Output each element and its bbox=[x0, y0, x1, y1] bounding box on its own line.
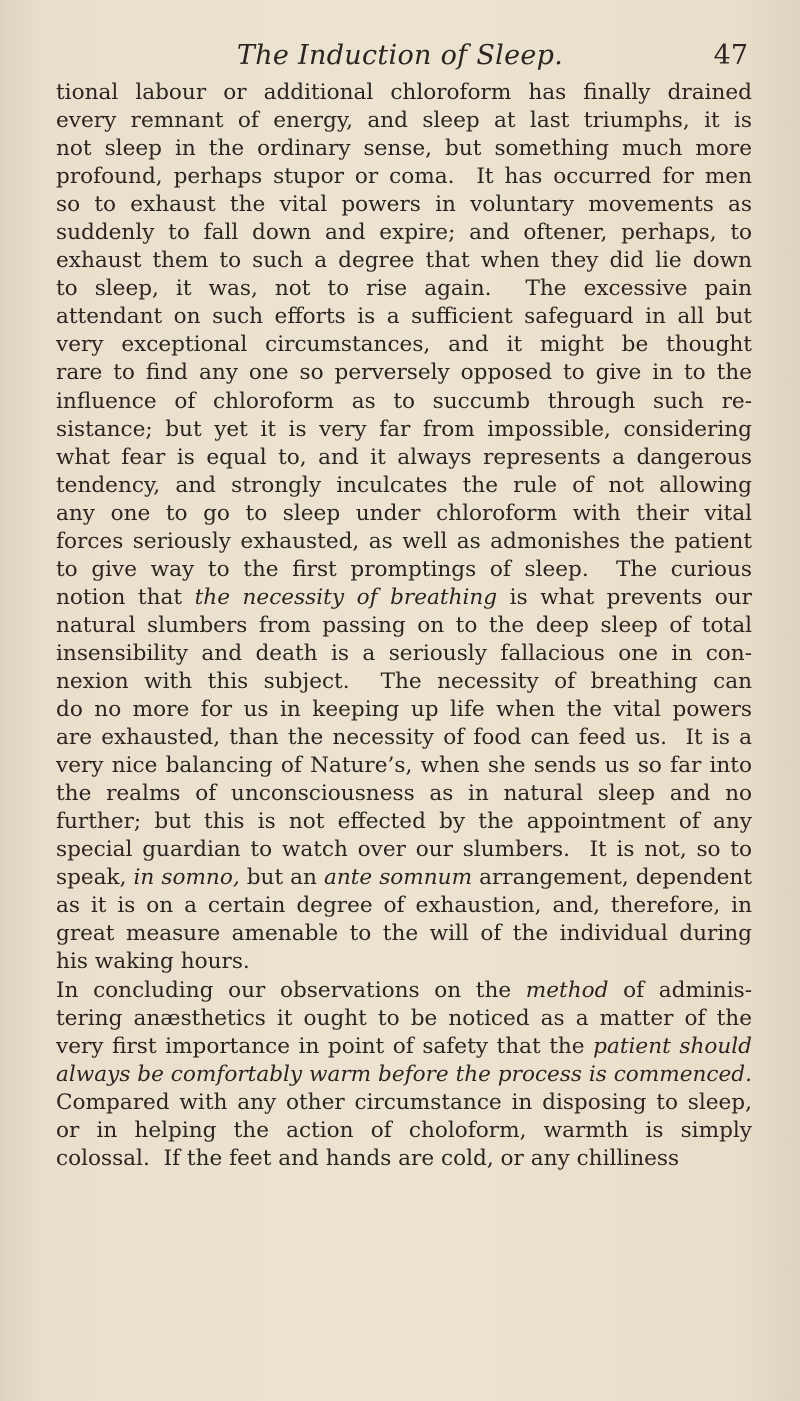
body-text bbox=[56, 79, 752, 1173]
text-line bbox=[56, 920, 752, 948]
text-line bbox=[56, 780, 752, 808]
text-segment: natural slumbers from passing on to the deep sleep of total bbox=[56, 612, 752, 638]
text-segment: special guardian to watch over our slumbers. It is not, so to bbox=[56, 837, 752, 863]
italic-text: patient should bbox=[593, 1033, 752, 1059]
text-line bbox=[56, 1061, 752, 1089]
text-line bbox=[56, 948, 752, 976]
text-segment: attendant on such efforts is a sufficient safeguard in all but bbox=[56, 304, 752, 330]
text-line bbox=[56, 359, 752, 387]
text-line bbox=[56, 191, 752, 219]
text-segment: very exceptional circumstances, and it might be thought bbox=[56, 332, 752, 358]
text-segment: nexion with this subject. The necessity of breathing can bbox=[56, 668, 752, 694]
text-segment: suddenly to fall down and expire; and oftener, perhaps, to bbox=[56, 220, 752, 246]
text-line bbox=[56, 528, 752, 556]
text-segment: tional labour or additional chloroform has finally drained bbox=[56, 80, 752, 105]
text-line bbox=[56, 472, 752, 500]
text-line bbox=[56, 444, 752, 472]
text-segment: influence of chloroform as to succumb through such re- bbox=[56, 388, 752, 414]
text-segment: very nice balancing of Nature’s, when she sends us so far into bbox=[56, 753, 752, 779]
text-line bbox=[56, 79, 752, 107]
text-line bbox=[56, 808, 752, 836]
text-segment: not sleep in the ordinary sense, but something much more bbox=[56, 136, 752, 162]
text-segment: tendency, and strongly inculcates the rule of not allowing bbox=[56, 472, 752, 498]
text-line bbox=[56, 668, 752, 696]
text-line bbox=[56, 612, 752, 640]
text-line bbox=[56, 892, 752, 920]
text-segment: exhaust them to such a degree that when they did lie down bbox=[56, 248, 752, 274]
text-segment: In concluding our observations on the bbox=[56, 977, 526, 1003]
text-segment: profound, perhaps stupor or coma. It has occurred for men bbox=[56, 164, 752, 190]
text-line bbox=[56, 247, 752, 275]
text-line bbox=[56, 1089, 752, 1117]
running-title: The Induction of Sleep. bbox=[236, 40, 564, 71]
text-segment: is what prevents our bbox=[497, 584, 752, 610]
text-line bbox=[56, 752, 752, 780]
text-segment: insensibility and death is a seriously fallacious one in con- bbox=[56, 640, 752, 666]
text-line bbox=[56, 500, 752, 528]
text-segment: notion that bbox=[56, 584, 195, 610]
text-line bbox=[56, 416, 752, 444]
text-segment: any one to go to sleep under chloroform with their vital bbox=[56, 500, 752, 526]
text-line bbox=[56, 275, 752, 303]
text-segment: sistance; but yet it is very far from impossible, considering bbox=[56, 416, 752, 442]
text-line bbox=[56, 1145, 752, 1173]
text-line bbox=[56, 219, 752, 247]
text-line bbox=[56, 1005, 752, 1033]
page-number: 47 bbox=[713, 40, 748, 71]
text-line bbox=[56, 135, 752, 163]
text-segment: do no more for us in keeping up life when the vital powers bbox=[56, 697, 752, 723]
italic-text: in somno, bbox=[133, 865, 240, 891]
text-line bbox=[56, 724, 752, 752]
text-segment: tering anæsthetics it ought to be noticed as a matter of the bbox=[56, 1005, 752, 1031]
text-segment: very first importance in point of safety that the bbox=[56, 1033, 594, 1059]
italic-text: always be comfortably warm before the process is commenced. bbox=[56, 1061, 752, 1087]
text-segment: forces seriously exhausted, as well as admonishes the patient bbox=[56, 528, 752, 554]
text-segment: his waking hours. bbox=[56, 949, 250, 975]
text-line bbox=[56, 556, 752, 584]
running-head bbox=[0, 36, 800, 76]
italic-text: method bbox=[525, 977, 609, 1003]
text-line bbox=[56, 163, 752, 191]
text-segment: as it is on a certain degree of exhaustion, and, therefore, in bbox=[56, 893, 752, 919]
text-line bbox=[56, 107, 752, 135]
text-segment: or in helping the action of choloform, warmth is simply bbox=[56, 1117, 752, 1143]
text-line bbox=[56, 864, 752, 892]
text-line bbox=[56, 640, 752, 668]
text-line bbox=[56, 303, 752, 331]
text-line bbox=[56, 977, 752, 1005]
text-segment: Compared with any other circumstance in disposing to sleep, bbox=[56, 1089, 752, 1115]
text-segment: arrangement, dependent bbox=[472, 865, 752, 891]
text-segment: but an bbox=[239, 865, 324, 891]
italic-text: ante somnum bbox=[323, 865, 473, 891]
text-segment: of adminis- bbox=[608, 977, 752, 1003]
text-segment: to sleep, it was, not to rise again. The excessive pain bbox=[56, 276, 752, 302]
text-segment: the realms of unconsciousness as in natural sleep and no bbox=[56, 781, 752, 807]
text-line bbox=[56, 584, 752, 612]
text-line bbox=[56, 836, 752, 864]
text-line bbox=[56, 331, 752, 359]
text-line bbox=[56, 696, 752, 724]
text-segment: to give way to the first promptings of sleep. The curious bbox=[56, 556, 752, 582]
text-segment: what fear is equal to, and it always represents a dangerous bbox=[56, 444, 752, 470]
text-line bbox=[56, 1033, 752, 1061]
text-segment: are exhausted, than the necessity of food can feed us. It is a bbox=[56, 725, 752, 751]
text-segment: speak, bbox=[56, 865, 134, 891]
text-line bbox=[56, 1117, 752, 1145]
text-segment: great measure amenable to the will of the individual during bbox=[56, 921, 752, 947]
text-segment: every remnant of energy, and sleep at last triumphs, it is bbox=[56, 108, 752, 134]
text-segment: so to exhaust the vital powers in voluntary movements as bbox=[56, 192, 752, 218]
text-line bbox=[56, 388, 752, 416]
text-segment: further; but this is not effected by the appointment of any bbox=[56, 809, 752, 835]
italic-text: the necessity of breathing bbox=[194, 584, 498, 610]
text-segment: colossal. If the feet and hands are cold, or any chilliness bbox=[56, 1145, 680, 1171]
text-segment: rare to find any one so perversely opposed to give in to the bbox=[56, 360, 752, 386]
